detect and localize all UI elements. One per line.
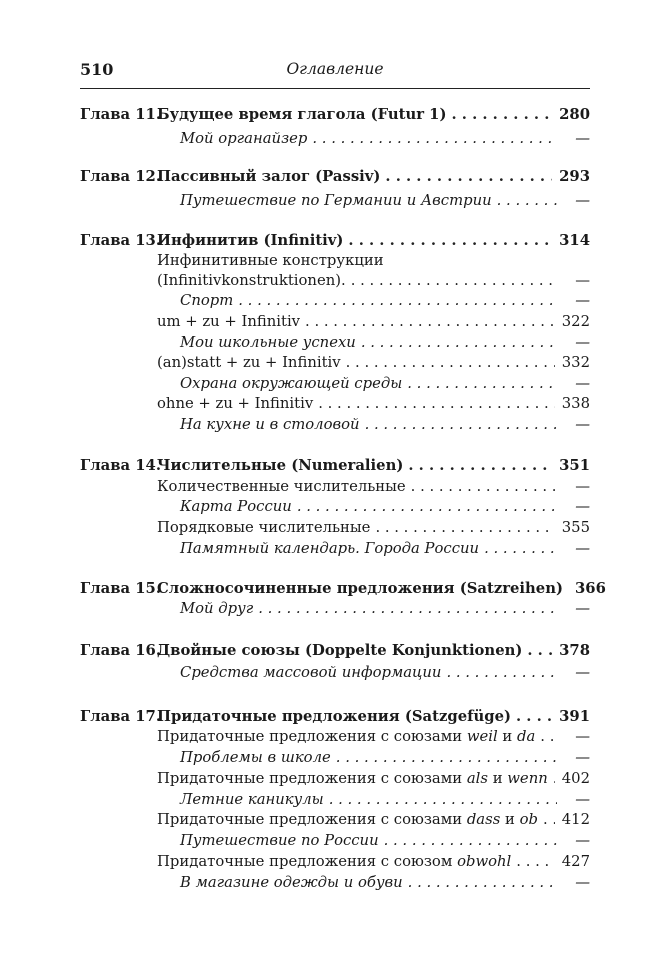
conjunction: wenn [507,770,548,787]
page-ref: 402 [561,770,590,787]
page-ref: — [575,540,590,557]
page-ref: — [575,272,590,289]
page-ref: 378 [559,642,590,659]
page-ref: — [575,334,590,351]
toc-topic [80,830,590,852]
conjunction: ob [519,811,538,828]
chapter-title: Придаточные предложения (Satzgefüge) [157,708,511,725]
page-ref: — [575,874,590,891]
section-title [157,809,538,831]
conjunction: weil [466,728,498,745]
toc-chapter-14 [80,455,590,477]
chapter-title: Сложносочиненные предложения (Satzreihen) [157,580,563,597]
toc-topic [80,662,590,684]
page-ref: — [575,416,590,433]
dot-leader [516,851,554,873]
dot-leader [553,768,555,790]
topic-title: Охрана окружающей среды [180,375,403,392]
topic-title: Памятный календарь. Города России [180,540,480,557]
conjunction: als [466,770,488,787]
chapter-number: Глава 15. [80,580,161,597]
page-ref: — [575,749,590,766]
toc-chapter-17 [80,706,590,728]
toc-section [80,393,590,415]
toc-section [80,311,590,333]
dot-leader [408,455,552,477]
section-title: (an)statt + zu + Infinitiv [157,354,341,371]
dot-leader [484,538,557,560]
page-ref: 412 [561,811,590,828]
page-ref: 391 [559,708,590,725]
toc-topic [80,373,590,395]
dot-leader [305,311,555,333]
dot-leader [238,290,557,312]
page-ref: 322 [561,313,590,330]
page-ref: — [575,375,590,392]
page-ref: — [575,292,590,309]
page-ref: — [575,498,590,515]
toc-chapter-16 [80,640,590,662]
topic-title: Проблемы в школе [180,749,331,766]
conjunction: dass [466,811,501,828]
dot-leader [365,414,557,436]
page-number: 510 [80,60,114,79]
toc-chapter-12 [80,166,590,188]
section-title [157,851,511,873]
conjunction: obwohl [457,853,512,870]
page-ref: 355 [561,519,590,536]
chapter-number: Глава 11. [80,106,161,123]
section-text: Придаточные предложения с союзом [157,853,458,870]
running-title: Оглавление [286,60,384,78]
toc-topic [80,290,590,312]
toc-section [80,476,590,498]
chapter-title: Двойные союзы (Doppelte Konjunktionen) [157,642,523,659]
toc-topic [80,190,590,212]
toc-topic [80,496,590,518]
toc-section [80,851,590,873]
dot-leader [385,166,552,188]
page-ref: 293 [559,168,590,185]
dot-leader [351,270,557,292]
dot-leader [318,393,555,415]
toc-topic [80,598,590,620]
section-title: (Infinitivkonstruktionen). [157,272,346,289]
dot-leader [451,104,552,126]
dot-leader [258,598,557,620]
page-ref: 427 [561,853,590,870]
section-text: Придаточные предложения с союзами [157,728,467,745]
page-header [80,60,590,82]
dot-leader [346,352,555,374]
toc-topic [80,872,590,894]
dot-leader [336,747,557,769]
page-ref: 280 [559,106,590,123]
conjunction: da [517,728,536,745]
chapter-number: Глава 16. [80,642,161,659]
page-ref: 338 [561,395,590,412]
page-ref: 366 [574,580,606,597]
section-title: Инфинитивные конструкции [157,252,384,269]
section-title [157,726,535,748]
toc-topic [80,128,590,150]
dot-leader [407,373,557,395]
dot-leader [411,476,557,498]
toc-topic [80,747,590,769]
section-text: Придаточные предложения с союзами [157,770,467,787]
dot-leader [497,190,557,212]
section-title: Количественные числительные [157,478,406,495]
chapter-title: Инфинитив (Infinitiv) [157,232,344,249]
section-text: и [500,811,520,828]
toc-chapter-13 [80,230,590,252]
topic-title: Путешествие по России [180,832,379,849]
page-ref: — [575,130,590,147]
topic-title: Средства массовой информации [180,664,442,681]
dot-leader [297,496,557,518]
toc-section [80,726,590,748]
topic-title: Летние каникулы [180,791,324,808]
toc-topic [80,332,590,354]
page-ref: — [575,600,590,617]
page-ref: 351 [559,457,590,474]
page-ref: 314 [559,232,590,249]
toc-topic [80,789,590,811]
topic-title: Мои школьные успехи [180,334,356,351]
section-title [157,768,548,790]
section-title: ohne + zu + Infinitiv [157,395,314,412]
dot-leader [516,706,552,728]
toc-section [80,809,590,831]
dot-leader [408,872,557,894]
chapter-number: Глава 17. [80,708,161,725]
topic-title: На кухне и в столовой [180,416,360,433]
page-ref: — [575,832,590,849]
page-ref: — [575,478,590,495]
section-text: и [487,770,508,787]
section-title: Порядковые числительные [157,519,371,536]
page-ref: 332 [561,354,590,371]
dot-leader [375,517,554,539]
page-ref: — [575,728,590,745]
toc-section [80,352,590,374]
dot-leader [384,830,557,852]
section-text: и [497,728,517,745]
topic-title: Мой друг [180,600,254,617]
dot-leader [543,809,555,831]
topic-title: Карта России [180,498,292,515]
topic-title: В магазине одежды и обуви [180,874,403,891]
dot-leader [540,726,557,748]
toc-section [80,517,590,539]
topic-title: Путешествие по Германии и Австрии [180,192,492,209]
dot-leader [329,789,557,811]
chapter-title: Числительные (Numeralien) [157,457,404,474]
dot-leader [348,230,552,252]
toc-topic [80,414,590,436]
dot-leader [361,332,557,354]
page-ref: — [575,192,590,209]
topic-title: Спорт [180,292,234,309]
page-ref: — [575,664,590,681]
chapter-number: Глава 13. [80,232,161,249]
dot-leader [312,128,557,150]
section-title: um + zu + Infinitiv [157,313,301,330]
chapter-number: Глава 14. [80,457,161,474]
chapter-title: Пассивный залог (Passiv) [157,168,381,185]
chapter-number: Глава 12. [80,168,161,185]
toc-section [80,250,590,272]
dot-leader [527,640,552,662]
toc-section [80,768,590,790]
topic-title: Мой органайзер [180,130,308,147]
toc-chapter-11 [80,104,590,126]
page-ref: — [575,791,590,808]
section-text: Придаточные предложения с союзами [157,811,467,828]
header-rule [80,88,590,89]
toc-chapter-15 [80,578,606,600]
toc-section [80,270,590,292]
chapter-title: Будущее время глагола (Futur 1) [157,106,447,123]
toc-topic [80,538,590,560]
dot-leader [446,662,557,684]
